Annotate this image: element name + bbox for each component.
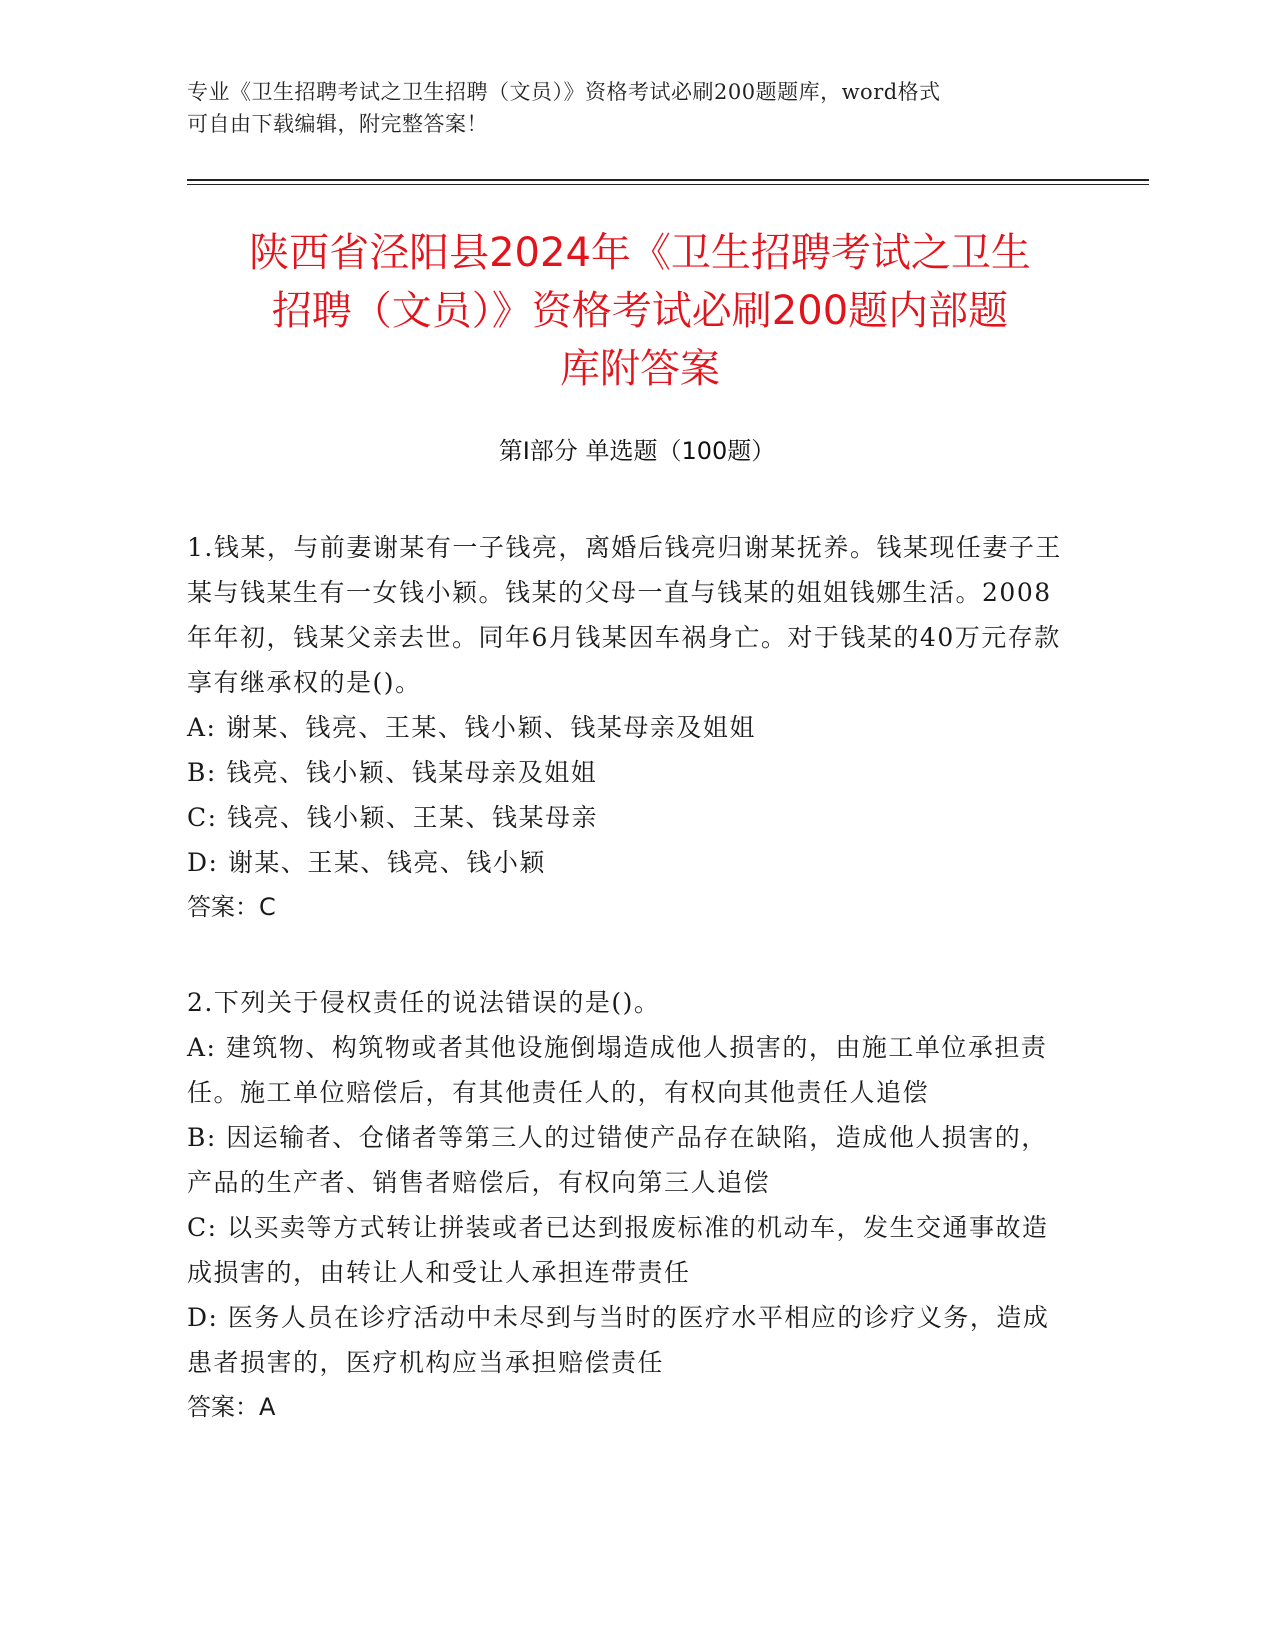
answer-text: 答案：A <box>187 1393 276 1421</box>
option-b: B: 因运输者、仓储者等第三人的过错使产品存在缺陷，造成他人损害的，产品的生产者、销售者赔偿后，有权向第三人追偿 <box>187 1123 1048 1197</box>
option-d: D: 医务人员在诊疗活动中未尽到与当时的医疗水平相应的诊疗义务，造成患者损害的，医疗机构应当承担赔偿责任 <box>187 1303 1050 1377</box>
question-stem: 1.钱某，与前妻谢某有一子钱亮，离婚后钱亮归谢某抚养。钱某现任妻子王某与钱某生有一女钱小颖。钱某的父母一直与钱某的姐姐钱娜生活。2008年年初，钱某父亲去世。同年6月钱某因车祸身亡。对于钱某的40万元存款享有继承权的是()。 <box>187 533 1062 697</box>
header-note <box>187 76 1067 140</box>
title-line-2: 招聘（文员）》资格考试必刷200题内部题 <box>271 288 1009 334</box>
document-title <box>170 224 1110 398</box>
question-2 <box>187 980 1067 1430</box>
option-a: A: 谢某、钱亮、王某、钱小颖、钱某母亲及姐姐 <box>187 713 756 742</box>
option-c: C: 钱亮、钱小颖、王某、钱某母亲 <box>187 803 598 832</box>
header-divider-thick <box>187 179 1149 181</box>
title-line-1: 陕西省泾阳县2024年《卫生招聘考试之卫生 <box>249 230 1031 276</box>
option-c: C: 以买卖等方式转让拼装或者已达到报废标准的机动车，发生交通事故造成损害的，由转让人和受让人承担连带责任 <box>187 1213 1049 1287</box>
option-d: D: 谢某、王某、钱亮、钱小颖 <box>187 848 546 877</box>
question-1 <box>187 525 1067 930</box>
section-heading: 第Ⅰ部分 单选题（100题） <box>498 437 776 465</box>
header-note-line-1: 专业《卫生招聘考试之卫生招聘（文员）》资格考试必刷200题题库，word格式 <box>187 80 941 104</box>
question-stem: 2.下列关于侵权责任的说法错误的是()。 <box>187 988 661 1017</box>
title-line-3: 库附答案 <box>560 346 720 392</box>
header-note-line-2: 可自由下载编辑，附完整答案！ <box>187 112 488 136</box>
option-a: A: 建筑物、构筑物或者其他设施倒塌造成他人损害的，由施工单位承担责任。施工单位赔偿后，有其他责任人的，有权向其他责任人追偿 <box>187 1033 1048 1107</box>
answer-text: 答案：C <box>187 893 276 921</box>
option-b: B: 钱亮、钱小颖、钱某母亲及姐姐 <box>187 758 598 787</box>
header-divider-thin <box>187 184 1149 185</box>
